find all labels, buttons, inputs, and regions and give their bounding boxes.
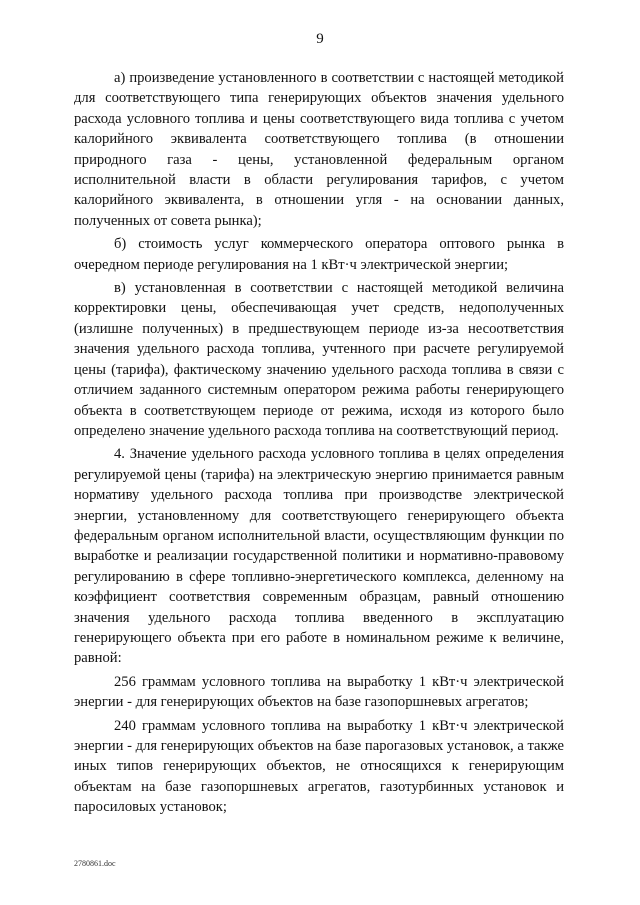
paragraph-4: 4. Значение удельного расхода условного топлива в целях определения регулируемой цены (тарифа) на электрическую энергию принимается равным нормативу удельного расхода топлива при производстве электрической энергии, установленному для соответствующего генерирующего объекта федеральным органом исполнительной власти, осуществляющим функции по выработке и реализации государственной политики и нормативно-правовому регулированию в сфере топливно-энергетического комплекса, деленному на коэффициент соответствия современным образцам, равный отношению значения удельного расхода топлива введенного в эксплуатацию генерирующего объекта при его работе в номинальном режиме к величине, равной: (74, 446, 564, 667)
page-number: 9 (316, 31, 324, 47)
paragraph-v: в) установленная в соответствии с настоящей методикой величина корректировки цены, обеспечивающая учет средств, недополученных (излишне полученных) в предшествующем периоде из-за несоответствия значения удельного расхода топлива, учтенного при расчете регулируемой цены (тарифа), фактическому значению удельного расхода топлива в связи с отличием заданного системным оператором режима работы генерирующего объекта в соответствующем периоде от режима, исходя из которого было определено значение удельного расхода топлива на соответствующий период. (74, 280, 564, 439)
paragraph-b: б) стоимость услуг коммерческого оператора оптового рынка в очередном периоде регулирования на 1 кВт·ч электрической энергии; (74, 236, 564, 273)
paragraph-240: 240 граммам условного топлива на выработку 1 кВт·ч электрической энергии - для генерирующих объектов на базе парогазовых установок, а также иных типов генерирующих объектов, не относящихся к генерирующим объектам на базе газопоршневых агрегатов, газотурбинных установок и паросиловых установок; (74, 717, 564, 816)
document-body (74, 68, 564, 818)
document-code: 2780861.doc (74, 859, 116, 868)
paragraph-a: а) произведение установленного в соответствии с настоящей методикой для соответствующего типа генерирующих объектов значения удельного расхода условного топлива и цены соответствующего вида топлива с учетом калорийного эквивалента соответствующего топлива (в отношении природного газа - цены, установленной федеральным органом исполнительной власти в области регулирования тарифов, с учетом калорийного эквивалента, в отношении угля - на основании данных, полученных от совета рынка); (74, 70, 564, 229)
paragraph-256: 256 граммам условного топлива на выработку 1 кВт·ч электрической энергии - для генерирующих объектов на базе газопоршневых агрегатов; (74, 673, 564, 711)
